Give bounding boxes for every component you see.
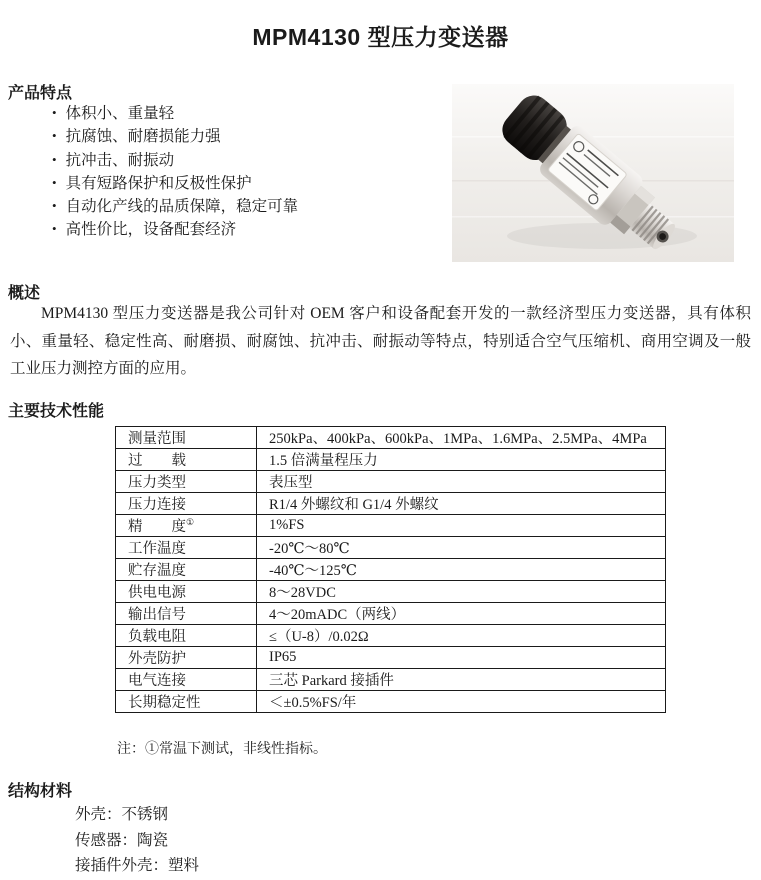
page-title: MPM4130 型压力变送器 — [252, 24, 509, 51]
features-list — [52, 102, 442, 242]
spec-label: 贮存温度 — [116, 559, 257, 581]
materials-heading: 结构材料 — [8, 783, 73, 800]
spec-value: IP65 — [257, 647, 666, 669]
features-heading: 产品特点 — [8, 85, 73, 102]
spec-row — [116, 537, 666, 559]
specs-heading: 主要技术性能 — [8, 403, 105, 420]
materials-list — [75, 802, 199, 879]
feature-item: • 抗腐蚀、耐磨损能力强 — [52, 125, 442, 148]
spec-table — [115, 426, 666, 713]
overview-heading: 概述 — [8, 285, 41, 302]
spec-label: 供电电源 — [116, 581, 257, 603]
feature-item: • 抗冲击、耐振动 — [52, 149, 442, 172]
spec-label: 压力连接 — [116, 493, 257, 515]
spec-label: 压力类型 — [116, 471, 257, 493]
spec-row — [116, 427, 666, 449]
spec-value: 4～20mADC（两线） — [257, 603, 666, 625]
spec-row — [116, 493, 666, 515]
spec-value: 8～28VDC — [257, 581, 666, 603]
spec-value: -20℃～80℃ — [257, 537, 666, 559]
spec-value: 表压型 — [257, 471, 666, 493]
spec-value: 三芯 Parkard 接插件 — [257, 669, 666, 691]
spec-value: R1/4 外螺纹和 G1/4 外螺纹 — [257, 493, 666, 515]
product-photo — [452, 84, 734, 262]
feature-item: • 高性价比，设备配套经济 — [52, 218, 442, 241]
material-item: 接插件外壳：塑料 — [75, 857, 200, 875]
spec-row — [116, 581, 666, 603]
footnote-marker: ① — [186, 517, 195, 528]
spec-row — [116, 625, 666, 647]
spec-label: 外壳防护 — [116, 647, 257, 669]
material-item: 外壳：不锈钢 — [75, 806, 169, 823]
spec-label: 过 载 — [116, 449, 257, 471]
spec-label: 负载电阻 — [116, 625, 257, 647]
spec-label: 长期稳定性 — [116, 691, 257, 713]
spec-label: 输出信号 — [116, 603, 257, 625]
material-item: 传感器：陶瓷 — [75, 831, 169, 849]
spec-value: 250kPa、400kPa、600kPa、1MPa、1.6MPa、2.5MPa、4MPa — [257, 427, 666, 449]
spec-label: 电气连接 — [116, 669, 257, 691]
spec-value: ＜±0.5%FS/年 — [257, 691, 666, 713]
spec-row — [116, 559, 666, 581]
pressure-transmitter-photo — [452, 84, 734, 262]
feature-item: • 自动化产线的品质保障，稳定可靠 — [52, 195, 442, 218]
spec-row — [116, 691, 666, 713]
spec-row — [116, 669, 666, 691]
spec-value: 1.5 倍满量程压力 — [257, 449, 666, 471]
feature-item: • 具有短路保护和反极性保护 — [52, 172, 442, 195]
spec-row — [116, 647, 666, 669]
spec-label: 工作温度 — [116, 537, 257, 559]
spec-label: 精 度① — [116, 515, 257, 537]
spec-footnote: 注：①常温下测试，非线性指标。 — [117, 742, 327, 757]
spec-value: 1%FS — [257, 515, 666, 537]
spec-label: 测量范围 — [116, 427, 257, 449]
spec-row — [116, 449, 666, 471]
feature-item: • 体积小、重量轻 — [52, 102, 442, 125]
spec-row — [116, 471, 666, 493]
spec-value: -40℃～125℃ — [257, 559, 666, 581]
spec-table-body — [116, 427, 666, 713]
spec-value: ≤（U-8）/0.02Ω — [257, 625, 666, 647]
spec-row — [116, 515, 666, 537]
overview-paragraph: MPM4130 型压力变送器是我公司针对 OEM 客户和设备配套开发的一款经济型压力变送器，具有体积小、重量轻、稳定性高、耐磨损、耐腐蚀、抗冲击、耐振动等特点，特别适合空气压缩机、商用空调及一般工业压力测控方面的应用。 — [10, 305, 751, 377]
spec-row — [116, 603, 666, 625]
